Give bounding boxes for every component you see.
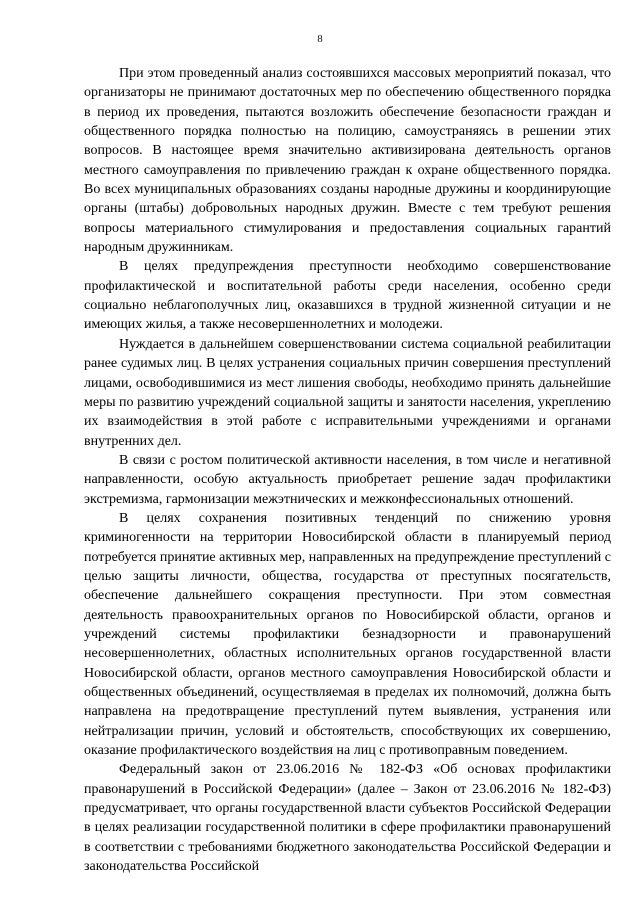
paragraph-crime-prevention: В целях предупреждения преступности необходимо совершенствование профилактической и воспитательной работы среди населения, особенно среди социально неблагополучных лиц, оказавшихся в трудной жизненной ситуации и не имеющих жилья, а также несовершеннолетних и молодежи. bbox=[84, 259, 611, 333]
paragraph-federal-law: Федеральный закон от 23.06.2016 № 182-ФЗ «Об основах профилактики правонарушений в Российской Федерации» (далее – Закон от 23.06.2016 № 182-ФЗ) предусматривает, что органы государственной власти субъектов Российской Федерации в целях реализации государственной политики в сфере профилактики правонарушений в соответствии с требованиями бюджетного законодательства Российской Федерации и законодательства Российской bbox=[84, 762, 611, 875]
page-number: 8 bbox=[317, 33, 323, 45]
paragraph-social-rehabilitation: Нуждается в дальнейшем совершенствовании система социальной реабилитации ранее судимых лиц. В целях устранения социальных причин совершения преступлений лицами, освободившимися из мест лишения свободы, необходимо принять дальнейшие меры по развитию учреждений социальной защиты и занятости населения, укреплению их взаимодействия в этой работе с исправительными учреждениями и органами внутренних дел. bbox=[84, 336, 611, 449]
paragraph-extremism-prevention: В связи с ростом политической активности населения, в том числе и негативной направленности, особую актуальность приобретает решение задач профилактики экстремизма, гармонизации межэтнических и межконфессиональных отношений. bbox=[84, 452, 611, 507]
document-body bbox=[84, 64, 611, 876]
paragraph-public-order: При этом проведенный анализ состоявшихся массовых мероприятий показал, что организаторы не принимают достаточных мер по обеспечению общественного порядка в период их проведения, пытаются возложить обеспечение безопасности граждан и общественного порядка полностью на полицию, самоустраняясь в решении этих вопросов. В настоящее время значительно активизирована деятельность органов местного самоуправления по привлечению граждан к охране общественного порядка. Во всех муниципальных образованиях созданы народные дружины и координирующие органы (штабы) добровольных народных дружин. Вместе с тем требуют решения вопросы материального стимулирования и предоставления социальных гарантий народным дружинникам. bbox=[84, 66, 611, 256]
paragraph-positive-trends: В целях сохранения позитивных тенденций по снижению уровня криминогенности на территории Новосибирской области в планируемый период потребуется принятие активных мер, направленных на предупреждение преступлений с целью защиты личности, общества, государства от преступных посягательств, обеспечение дальнейшего сокращения преступности. При этом совместная деятельность правоохранительных органов по Новосибирской области, органов и учреждений системы профилактики безнадзорности и правонарушений несовершеннолетних, областных исполнительных органов государственной власти Новосибирской области, органов местного самоуправления Новосибирской области и общественных объединений, осуществляемая в пределах их полномочий, должна быть направлена на предотвращение преступлений путем выявления, устранения или нейтрализации причин, условий и обстоятельств, способствующих их совершению, оказание профилактического воздействия на лиц с противоправным поведением. bbox=[84, 510, 611, 759]
